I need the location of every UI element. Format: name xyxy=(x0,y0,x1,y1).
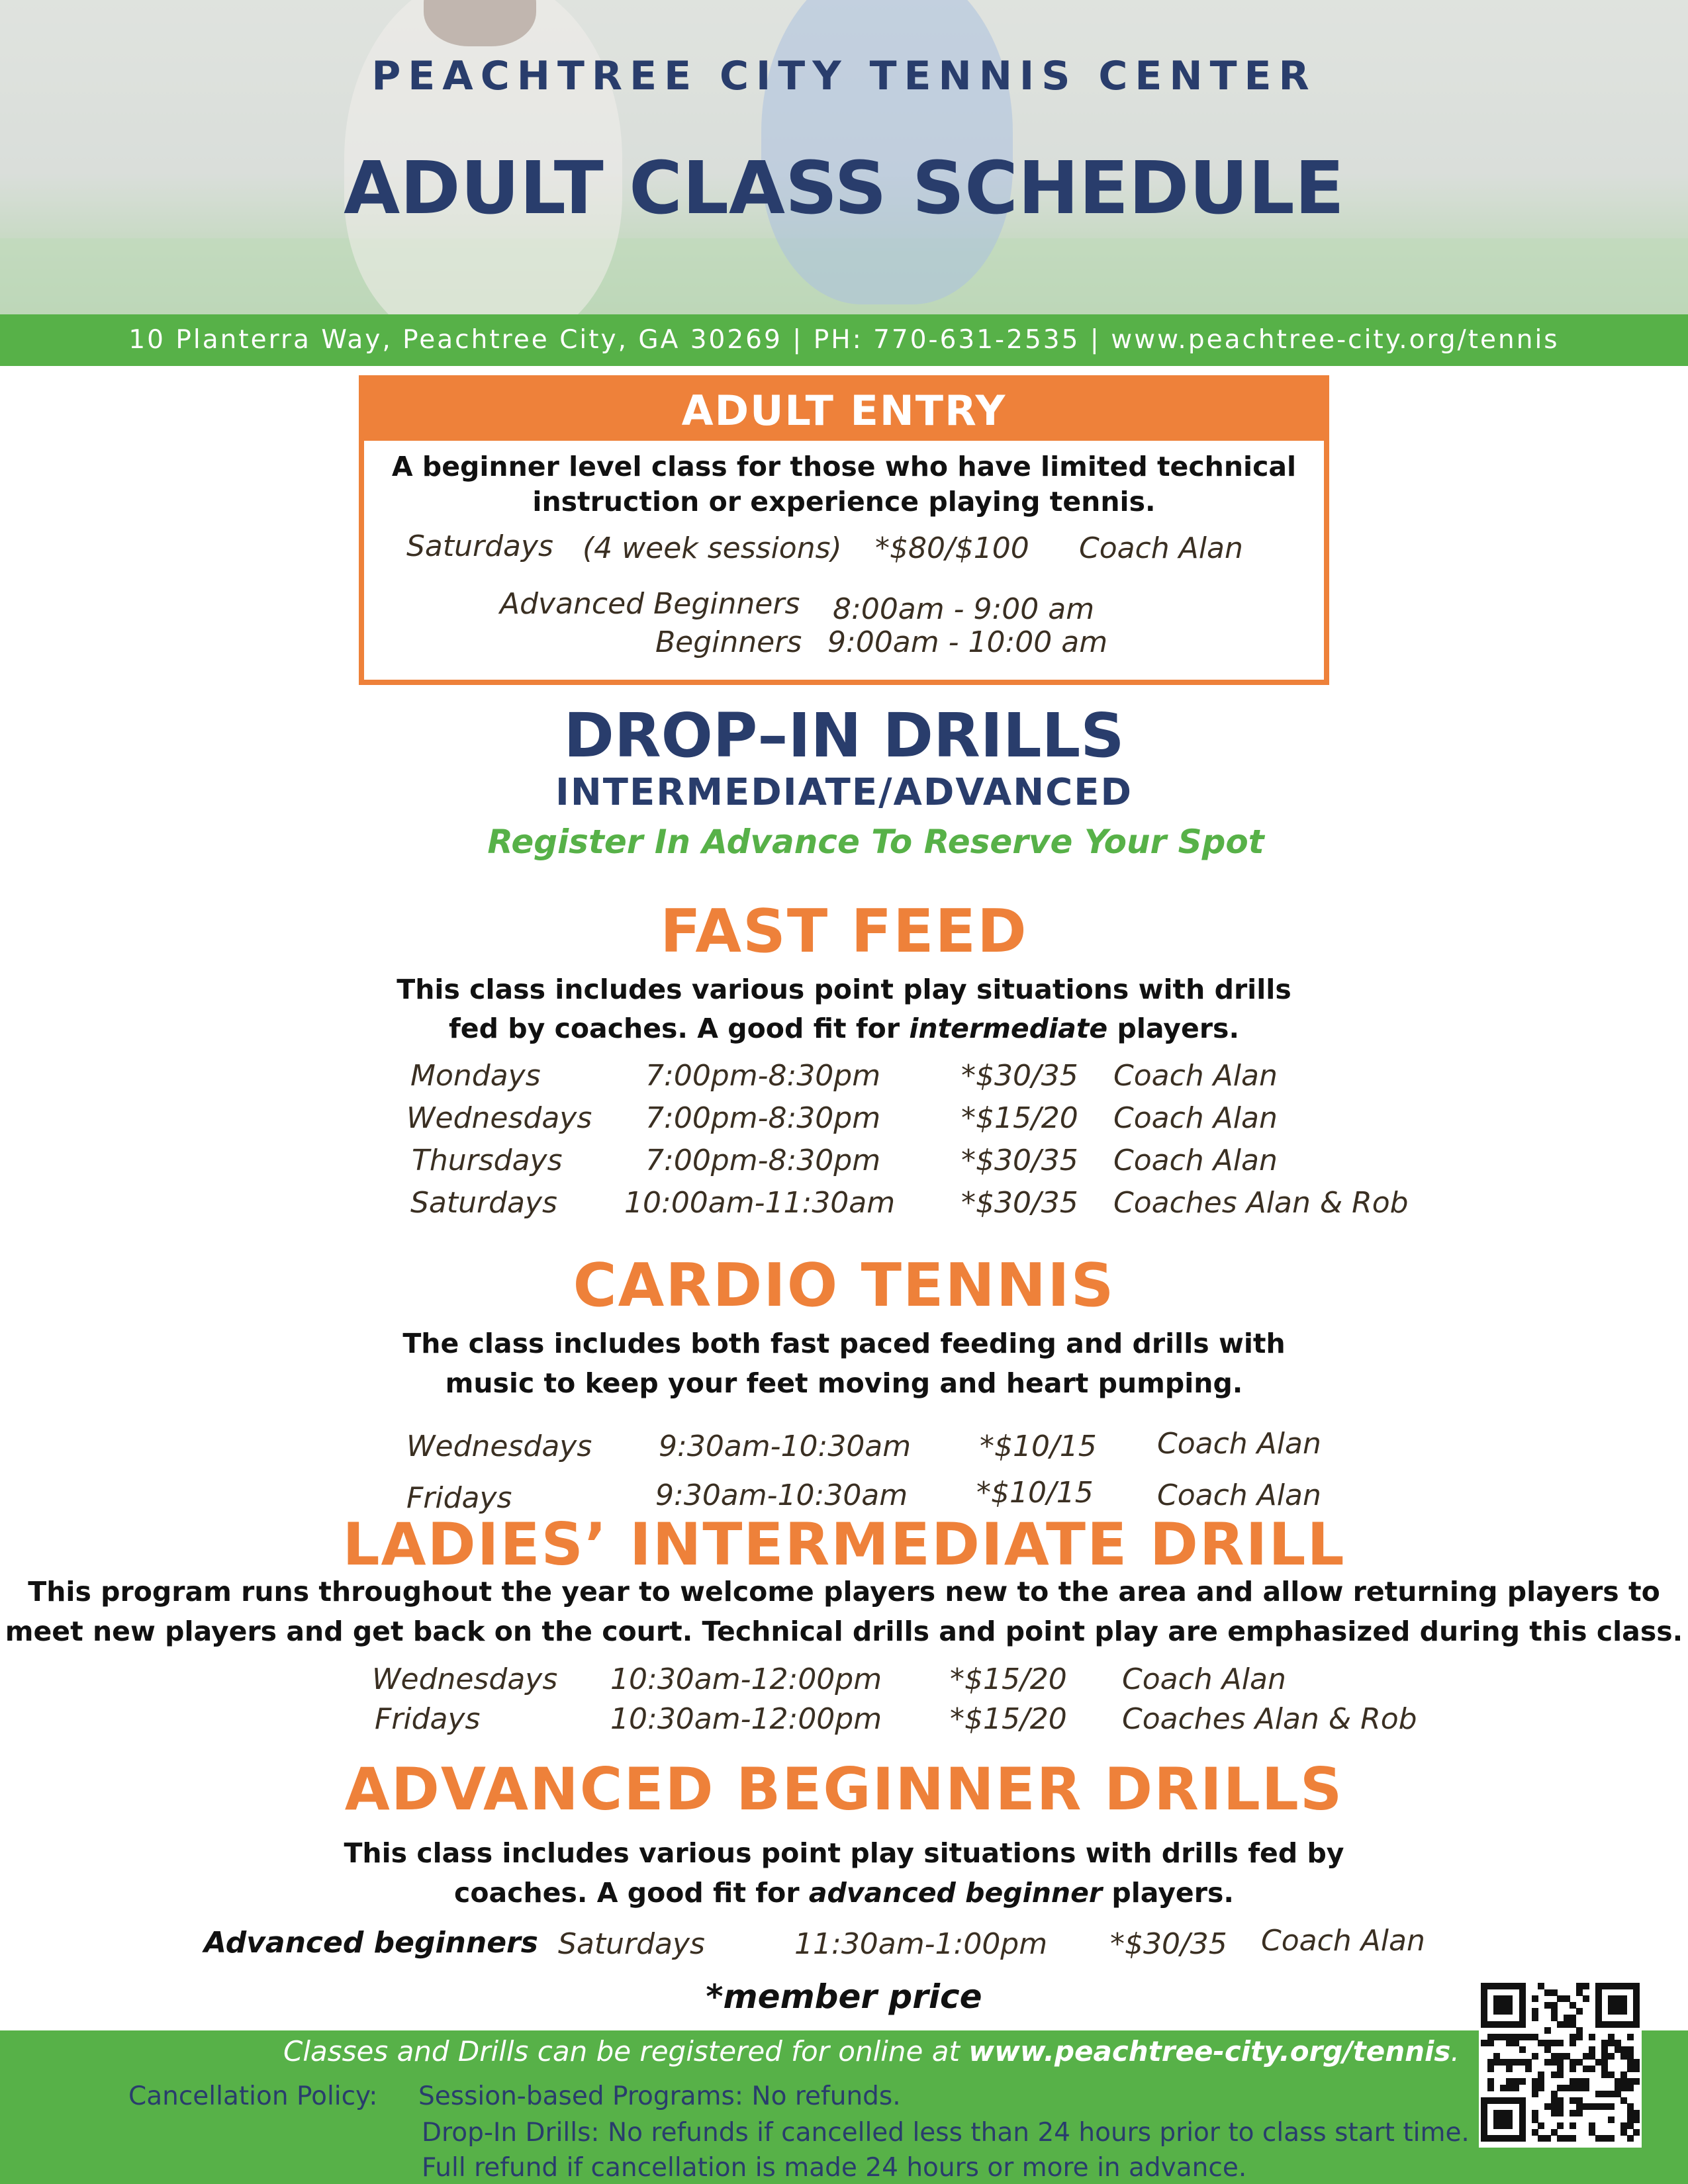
schedule-price: *$30/35 xyxy=(961,1186,1078,1220)
drop-in-title: DROP–IN DRILLS xyxy=(563,700,1125,771)
member-price-note: *member price xyxy=(706,1978,982,2016)
policy-line-3: Full refund if cancellation is made 24 hours or more in advance. xyxy=(422,2153,1247,2183)
adult-entry-price: *$80/$100 xyxy=(875,531,1029,565)
schedule-price: *$10/15 xyxy=(980,1430,1097,1463)
schedule-coach: Coach Alan xyxy=(1157,1427,1321,1461)
schedule-day: Wednesdays xyxy=(406,1430,592,1463)
level-name: Beginners xyxy=(655,625,802,659)
adult-entry-title: ADULT ENTRY xyxy=(681,387,1007,435)
adv-beginner-desc-2: coaches. A good fit for advanced beginner players. xyxy=(454,1877,1234,1909)
schedule-day: Wednesdays xyxy=(406,1101,592,1135)
schedule-coach: Coach Alan xyxy=(1261,1924,1425,1958)
schedule-coach: Coach Alan xyxy=(1113,1101,1278,1135)
schedule-coach: Coach Alan xyxy=(1157,1479,1321,1512)
cancellation-label: Cancellation Policy: xyxy=(128,2081,378,2111)
schedule-day: Fridays xyxy=(375,1702,481,1736)
schedule-day: Saturdays xyxy=(558,1927,705,1961)
qr-code-icon[interactable] xyxy=(1479,1981,1642,2148)
schedule-coach: Coaches Alan & Rob xyxy=(1113,1186,1409,1220)
schedule-price: *$30/35 xyxy=(961,1059,1078,1093)
schedule-time: 9:30am-10:30am xyxy=(655,1479,908,1512)
schedule-day: Mondays xyxy=(410,1059,541,1093)
address-bar xyxy=(0,314,1688,366)
schedule-time: 7:00pm-8:30pm xyxy=(645,1144,881,1177)
ladies-title: LADIES’ INTERMEDIATE DRILL xyxy=(342,1510,1346,1578)
drop-in-subtitle: INTERMEDIATE/ADVANCED xyxy=(555,771,1133,814)
schedule-day: Wednesdays xyxy=(372,1662,558,1696)
address-text: 10 Planterra Way, Peachtree City, GA 30269 | PH: 770-631-2535 | www.peachtree-city.org/tennis xyxy=(128,325,1560,355)
schedule-time: 10:00am-11:30am xyxy=(624,1186,896,1220)
page-title: ADULT CLASS SCHEDULE xyxy=(344,146,1344,230)
schedule-price: *$30/35 xyxy=(961,1144,1078,1177)
cardio-desc-1: The class includes both fast paced feeding and drills with xyxy=(402,1328,1286,1359)
fast-feed-desc-1: This class includes various point play situations with drills xyxy=(397,974,1291,1005)
cardio-desc-2: music to keep your feet moving and heart pumping. xyxy=(445,1367,1243,1399)
schedule-price: *$15/20 xyxy=(950,1702,1067,1736)
fast-feed-title: FAST FEED xyxy=(660,897,1028,966)
adult-entry-header xyxy=(364,381,1324,441)
schedule-coach: Coach Alan xyxy=(1122,1662,1286,1696)
adv-beginner-title: ADVANCED BEGINNER DRILLS xyxy=(344,1755,1344,1823)
schedule-coach: Coaches Alan & Rob xyxy=(1122,1702,1417,1736)
register-link[interactable]: www.peachtree-city.org/tennis xyxy=(968,2035,1451,2068)
schedule-price: *$15/20 xyxy=(961,1101,1078,1135)
schedule-time: 9:30am-10:30am xyxy=(659,1430,912,1463)
schedule-level: Advanced beginners xyxy=(204,1926,538,1960)
schedule-price: *$30/35 xyxy=(1110,1927,1227,1961)
cardio-title: CARDIO TENNIS xyxy=(573,1251,1115,1320)
org-name: PEACHTREE CITY TENNIS CENTER xyxy=(371,53,1317,99)
schedule-day: Thursdays xyxy=(412,1144,563,1177)
schedule-time: 11:30am-1:00pm xyxy=(794,1927,1048,1961)
adult-entry-desc-2: instruction or experience playing tennis. xyxy=(532,486,1156,518)
fast-feed-desc-2: fed by coaches. A good fit for intermediate players. xyxy=(448,1013,1240,1044)
schedule-time: 10:30am-12:00pm xyxy=(610,1702,882,1736)
schedule-day: Fridays xyxy=(406,1481,512,1515)
level-time: 8:00am - 9:00 am xyxy=(833,592,1095,626)
adult-entry-session: (4 week sessions) xyxy=(583,531,842,565)
schedule-day: Saturdays xyxy=(410,1186,557,1220)
schedule-time: 7:00pm-8:30pm xyxy=(645,1059,881,1093)
schedule-price: *$15/20 xyxy=(950,1662,1067,1696)
schedule-time: 10:30am-12:00pm xyxy=(610,1662,882,1696)
policy-line-1: Session-based Programs: No refunds. xyxy=(418,2081,901,2111)
adv-beginner-desc-1: This class includes various point play situations with drills fed by xyxy=(344,1837,1344,1869)
schedule-price: *$10/15 xyxy=(976,1476,1094,1510)
ladies-desc-2: meet new players and get back on the court. Technical drills and point play are emphasized during this class. xyxy=(5,1615,1683,1647)
level-time: 9:00am - 10:00 am xyxy=(827,625,1108,659)
adult-entry-desc-1: A beginner level class for those who have limited technical xyxy=(391,451,1297,482)
schedule-time: 7:00pm-8:30pm xyxy=(645,1101,881,1135)
ladies-desc-1: This program runs throughout the year to welcome players new to the area and allow returning players to xyxy=(28,1576,1660,1608)
schedule-coach: Coach Alan xyxy=(1113,1059,1278,1093)
schedule-coach: Coach Alan xyxy=(1113,1144,1278,1177)
adult-entry-coach: Coach Alan xyxy=(1079,531,1243,565)
register-note: Register In Advance To Reserve Your Spot xyxy=(487,823,1264,861)
register-online-text: Classes and Drills can be registered for online at www.peachtree-city.org/tennis. xyxy=(283,2035,1460,2068)
adult-entry-day: Saturdays xyxy=(406,529,553,563)
level-name: Advanced Beginners xyxy=(500,587,800,621)
policy-line-2: Drop-In Drills: No refunds if cancelled less than 24 hours prior to class start time. xyxy=(422,2118,1470,2148)
